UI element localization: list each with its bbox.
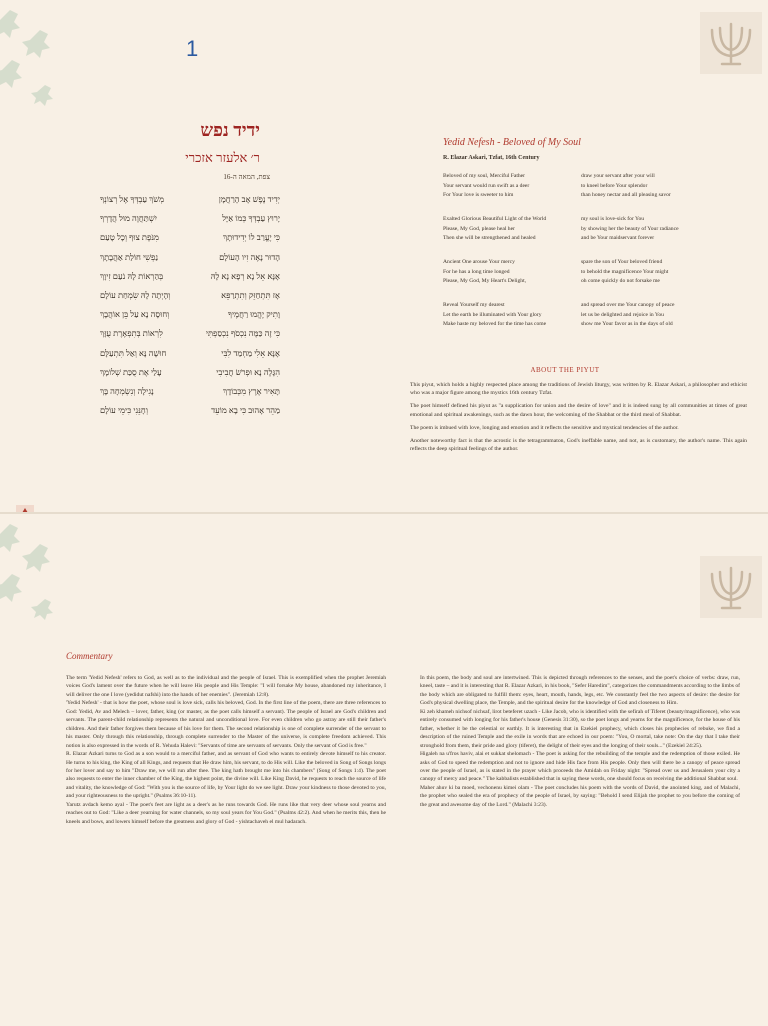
english-poem-line xyxy=(443,182,743,192)
english-line-first-half: Your servant would run swift as a deer xyxy=(443,182,530,189)
english-line-second-half: and spread over me Your canopy of peace xyxy=(581,302,675,308)
hebrew-poem-line xyxy=(100,228,280,247)
english-line-second-half: than honey nectar and all pleasing savor xyxy=(581,192,671,198)
english-poem-line xyxy=(443,191,743,201)
english-poem-line xyxy=(443,301,743,311)
hebrew-poem-line xyxy=(100,324,280,343)
english-stanza xyxy=(443,258,743,287)
english-poem-line xyxy=(443,311,743,321)
commentary-paragraph: Ki zeh khameh nichsof nichsaf, lirot beteferet uzach - Like Jacob, who is identified with the sefirah of Tiferet (beauty/magnificence), who was entirely consumed with longing for his father's house (Genesis 31:30), so the poet longs and yearns for the magnificence, for the house of his father, whether it be the celestial or earthly. It is interesting that in Ezekiel prophecy, which closes his prophecies of rebuke, we find a description of the ruined Temple and the exile in words that are echoed in our poem: "You, O mortal, take note: On the day that I take their stronghold from them, their pride and glory (tiferet), the delight of their eyes and the longing of their souls..." (Ezekiel 24:25). xyxy=(420,708,740,749)
hebrew-line-first-half: כִּי זֶה כַּמֶּה נִכְסֹף נִכְסַפְתִּי xyxy=(205,329,280,339)
english-line-second-half: spare the son of Your beloved friend xyxy=(581,259,663,265)
hebrew-poem-line xyxy=(100,267,280,286)
english-line-second-half: and be Your maidservant forever xyxy=(581,235,655,241)
hebrew-title: ידיד נפש xyxy=(200,120,260,140)
hebrew-line-first-half: אָנָּא אֵל נָא רְפָא נָא לָהּ xyxy=(210,271,280,281)
english-line-first-half: Let the earth be illuminated with Your glory xyxy=(443,311,542,318)
english-poem-line xyxy=(443,320,743,330)
hebrew-poem-line xyxy=(100,286,280,305)
top-spread xyxy=(0,0,768,512)
hebrew-poem-line xyxy=(100,382,280,401)
english-line-second-half: to kneel before Your splendor xyxy=(581,182,648,189)
hebrew-line-first-half: אָז תִּתְחַזֵּק וְתִתְרַפֵּא xyxy=(221,291,280,301)
english-line-first-half: Exalted Glorious Beautiful Light of the World xyxy=(443,216,547,222)
hebrew-line-second-half: וְחָנֵּנִי כִּימֵי עוֹלָם xyxy=(100,406,148,416)
about-paragraph: This piyut, which holds a highly respected place among the traditions of Jewish liturgy, was written by R. Elazar Askari, a philosopher and ethicist who was a major figure among the mystics 16th century Tzfat. xyxy=(410,382,747,397)
english-line-first-half: Please, My God, My Heart's Delight, xyxy=(443,278,527,284)
hebrew-poem-line xyxy=(100,209,280,228)
menorah-hands-icon xyxy=(700,12,762,74)
hebrew-line-first-half: מַהֵר אָהוּב כִּי בָא מוֹעֵד xyxy=(211,406,280,416)
hebrew-line-second-half: יִשְׁתַּחֲוֶה מוּל הֲדָרְךָ xyxy=(100,214,157,224)
english-line-first-half: For Your love is sweeter to him xyxy=(443,192,514,198)
about-paragraph: The poet himself defined his piyut as "a supplication for union and the desire of love" and it is indeed sung by all communities at times of great emotional and spiritual awakenings, such as the dawn hour, the welcoming of the Shabbat or the third meal of Shabbat. xyxy=(410,403,747,418)
english-line-second-half: by showing her the beauty of Your radiance xyxy=(581,225,679,232)
hebrew-line-first-half: תָּאִיר אֶרֶץ מִכְּבוֹדָךְ xyxy=(223,387,280,397)
commentary-right-column xyxy=(420,674,740,809)
hebrew-poem-line xyxy=(100,401,280,420)
menorah-hands-icon xyxy=(700,556,762,618)
hebrew-line-second-half: וְחוּסָה נָא עַל בֵּן אוֹהֲבָךְ xyxy=(100,310,170,320)
hebrew-line-first-half: יָרוּץ עַבְדְּךָ כְּמוֹ אַיָּל xyxy=(222,214,280,224)
english-line-second-half: let us be delighted and rejoice in You xyxy=(581,311,664,318)
commentary-paragraph: Higaleh na u'fros haviv, alai et sukkat shelomach - The poet is asking for the rebuilding of the temple and the redemption of those exiled. He asks of God to speed the redemption and not to ignore and hide His face from His people. Only then will there be a canopy of peace spread over the people of Israel, as is stated in the prayer which proceeds the Amidah on Friday night: "Spread over us and Jerusalem your city a canopy of mercy and peace." The kabbalists established that in saying these words, one should focus on receiving the additional Shabbat soul. xyxy=(420,751,740,783)
about-heading: ABOUT THE PIYUT xyxy=(530,366,600,374)
hebrew-poem-line xyxy=(100,363,280,382)
hebrew-line-first-half: אָנָּא אֵלִי מַחְמַד לִבִּי xyxy=(221,348,280,358)
hebrew-line-second-half: וְהָיְתָה לָהּ שִׂמְחַת עוֹלָם xyxy=(100,291,171,301)
english-line-first-half: Then she will be strengthened and healed xyxy=(443,235,536,241)
hebrew-line-first-half: הִגָּלֶה נָא וּפְרֹשׂ חֲבִיבִי xyxy=(216,367,280,377)
english-poem-line xyxy=(443,258,743,268)
hebrew-line-first-half: כִּי יֶעֱרַב לוֹ יְדִידוּתָךְ xyxy=(223,233,280,243)
hebrew-poem-line xyxy=(100,305,280,324)
english-line-second-half: oh come quickly do not forsake me xyxy=(581,278,660,284)
english-line-first-half: Beloved of my soul, Merciful Father xyxy=(443,173,526,179)
english-poem-line xyxy=(443,225,743,235)
hebrew-poem-line xyxy=(100,344,280,363)
hebrew-line-first-half: הָדוּר נָאֶה זִיו הָעוֹלָם xyxy=(219,252,280,262)
hebrew-subtitle: צפת, המאה ה-16 xyxy=(223,173,270,181)
english-line-second-half: draw your servant after your will xyxy=(581,173,655,179)
english-poem-line xyxy=(443,234,743,244)
commentary-left-column xyxy=(66,674,386,826)
about-text xyxy=(410,381,747,458)
hebrew-line-second-half: לִרְאוֹת בְּתִפְאֶרֶת עֻזָּךְ xyxy=(100,329,163,339)
leaf-decoration-icon xyxy=(0,0,70,120)
english-stanza xyxy=(443,215,743,244)
english-line-first-half: Please, My God, please heal her xyxy=(443,225,515,232)
commentary-paragraph: Yarutz avdach kemo ayal - The poet's feet are light as a deer's as he runs towards God. He runs like that very deer whose soul yearns and reaches out to God: "Like a deer yearning for water channels, so my soul years for You God." (Psalms 42:2). And when he merits this, then he kneels and bows, and lowers himself before the greatness and glory of God - yishtachaveh el mul hadarach. xyxy=(66,801,386,825)
commentary-paragraph: In this poem, the body and soul are intertwined. This is depicted through references to the senses, and the poet's choice of verbs: draw, run, kneel, taste – and it is interesting that R. Elazar Azkari, in his book, "Sefer Haredim", categorizes the commandments according to the limbs of the body which are obligated to fulfill them: eyes, heart, mouth, hands, legs, etc. We constantly feel the two aspects of desire: the desire for God's physical dwelling place, the Temple, and the spiritual desire for the knowledge of God and closeness to Him. xyxy=(420,675,740,707)
english-stanza xyxy=(443,172,743,201)
english-line-second-half: show me Your favor as in the days of old xyxy=(581,321,673,327)
leaf-decoration-icon xyxy=(0,514,70,634)
hebrew-line-second-half: נָגִילָה וְנִשְׂמְחָה בָּךְ xyxy=(100,387,154,397)
english-line-first-half: Reveal Yourself my dearest xyxy=(443,302,505,308)
hebrew-poem-line xyxy=(100,190,280,209)
hebrew-line-second-half: מְשֹׁךְ עַבְדְּךָ אֶל רְצוֹנְךָ xyxy=(100,195,165,204)
hebrew-poem-line xyxy=(100,248,280,267)
hebrew-line-first-half: יְדִיד נֶפֶשׁ אָב הָרַחֲמָן xyxy=(218,195,280,204)
hebrew-poem xyxy=(100,190,280,420)
hebrew-line-second-half: בְּהַרְאוֹת לָהּ נֹעַם זִיוָךְ xyxy=(100,271,164,281)
hebrew-line-second-half: עָלַי אֶת סֻכַּת שְׁלוֹמָךְ xyxy=(100,367,162,377)
hebrew-line-second-half: מִנֹּפֶת צוּף וְכָל טָעַם xyxy=(100,233,159,243)
english-line-first-half: For he has a long time longed xyxy=(443,268,510,275)
commentary-paragraph: The term 'Yedid Nefesh' refers to God, as well as to the individual and the people of Israel. This is exemplified when the prophet Jeremiah voices God's lament over the future when he will leave His people and His Temple: "I will forsake My house, abandoned my inheritance, I will deliver the one I love (yedidut nafshi) into the hands of her enemies". (Jeremiah 12:8). xyxy=(66,675,386,698)
about-paragraph: Another noteworthy fact is that the acrostic is the tetragrammaton, God's ineffable name, and not, as is customary, the author's name. This again reflects the deep spiritual feelings of the author. xyxy=(410,438,747,453)
english-line-first-half: Make haste my beloved for the time has come xyxy=(443,321,547,327)
commentary-paragraph: R. Elazar Azkari turns to God as a son would to a merciful father, and as servant of God who wants to entirely devote himself to his creator. He turns to his king, the King of all Kings, and requests that He draw him, his servant, to do His will. Like the beloved in Song of Songs longs for her lover and say to him "Draw me, we will run after thee. The king hath brought me into his chambers" (Song of Songs 1:4). The poet also requests to enter the inner chamber of the King, the highest point, the divine will. Like King David, he requests to reach the source of life and vitality, the knowledge of God: "With you is the source of life, by Your light do we see light. Draw your kindness to those devoted to you, and your righteousness to the upright." (Psalms 36:10-11). xyxy=(66,751,386,800)
hebrew-line-first-half: וָתִיק יֶהֱמוּ רַחֲמֶיךָ xyxy=(227,310,280,320)
hebrew-line-second-half: חוּשָׁה נָּא וְאַל תִּתְעַלָּם xyxy=(100,348,167,358)
english-title: Yedid Nefesh - Beloved of My Soul xyxy=(443,137,581,148)
about-paragraph: The poem is imbued with love, longing and emotion and it reflects the sensitive and mystical tendencies of the author. xyxy=(410,424,679,431)
commentary-paragraph: Maher ahuv ki ba moed, vechonenu kimei olam - The poet concludes his poem with the words of David, the anointed king, and of Malachi, the prophet who sealed the era of prophecy of the people of Israel, by saying: "Behold I send Elijah the prophet to you before the coming of the great and awesome day of the Lord." (Malachi 3:23). xyxy=(420,784,740,808)
english-poem-line xyxy=(443,215,743,225)
english-line-first-half: Ancient One arouse Your mercy xyxy=(443,259,515,265)
english-poem-line xyxy=(443,268,743,278)
hebrew-author: ר׳ אלעזר אזכרי xyxy=(185,150,260,165)
english-line-second-half: my soul is love-sick for You xyxy=(581,216,645,222)
english-line-second-half: to behold the magnificence Your might xyxy=(581,268,669,275)
english-poem-line xyxy=(443,172,743,182)
page-number-large: 1 xyxy=(186,36,199,61)
english-poem-line xyxy=(443,277,743,287)
english-author: R. Elazar Askari, Tzfat, 16th Century xyxy=(443,155,540,161)
commentary-heading: Commentary xyxy=(66,651,113,661)
hebrew-line-second-half: נַפְשִׁי חוֹלַת אַהֲבָתָךְ xyxy=(100,252,159,262)
bottom-spread xyxy=(0,514,768,1026)
english-stanza xyxy=(443,301,743,330)
commentary-paragraph: 'Yedid Nefesh' - that is how the poet, whose soul is love sick, calls his beloved, God. In the first line of the poem, there are three references to God: Yedid, Av and Melech – lover, father, king (or master, as the poet calls himself a servant). The people of Israel are God's children and servants. The parent-child relationship represents the natural and unconditional love. For even children who go astray are still their father's children. And their father forgives them because of his love for them. The second relationship is one of complete surrender of the servant to his master. Only through this relationship, through complete surrender to the Master of the universe, is complete freedom achieved. This notion is also expressed in the words of R. Yehuda Halevi: "Servants of time are servants of servants. Only the servant of God is free." xyxy=(66,700,386,749)
